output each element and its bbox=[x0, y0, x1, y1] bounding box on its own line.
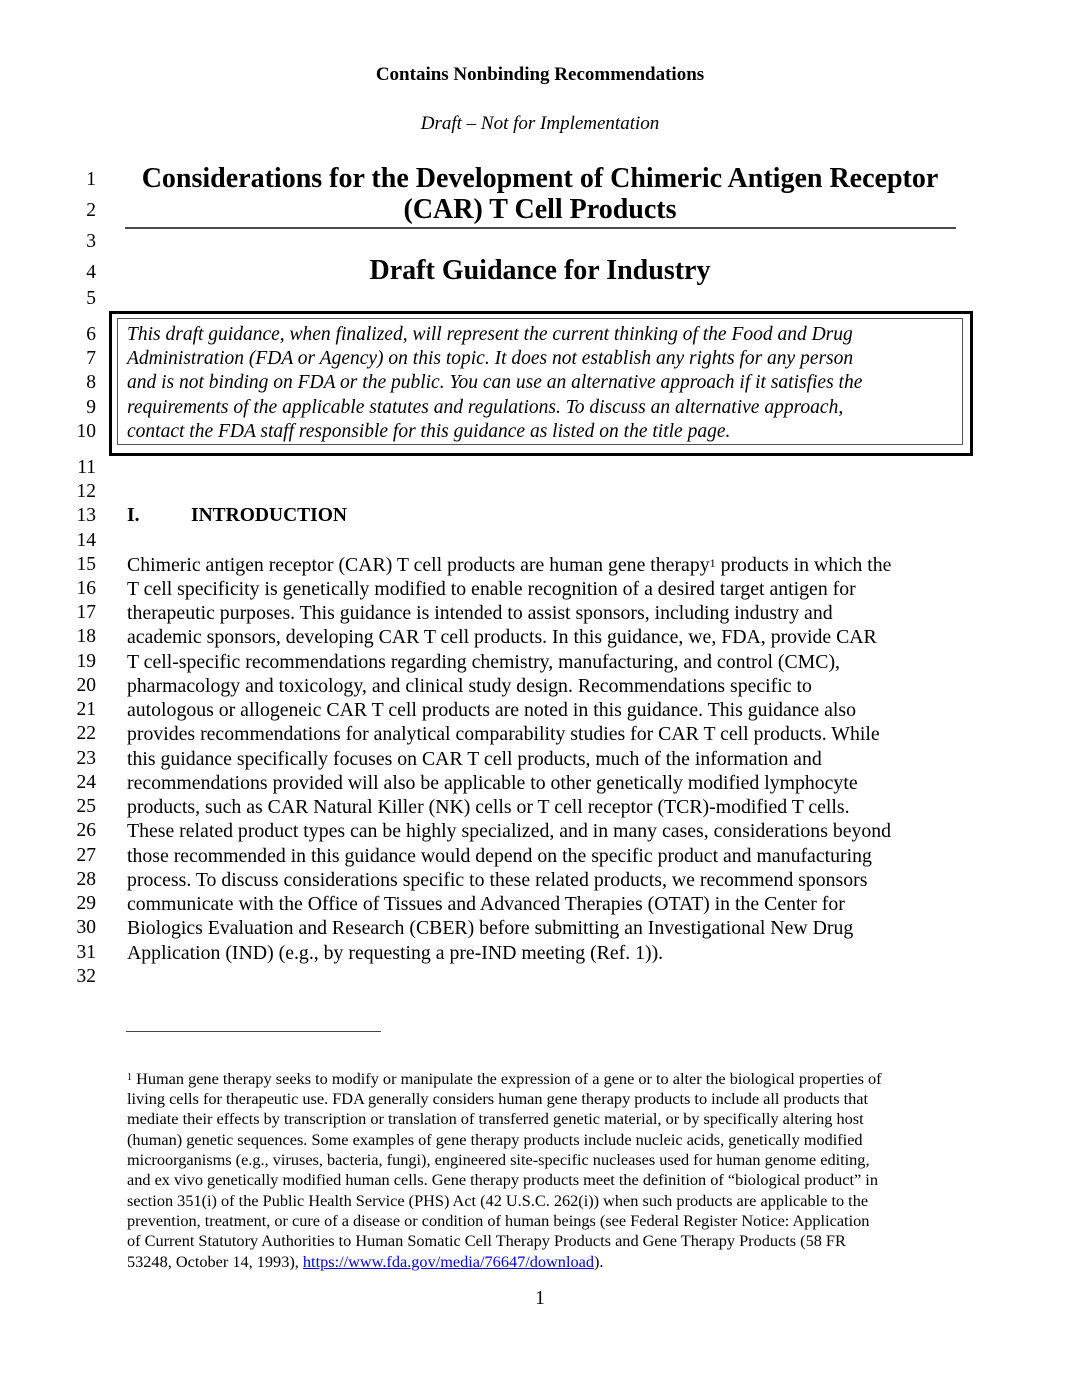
line-number: 25 bbox=[76, 796, 96, 817]
footnote-line: microorganisms (e.g., viruses, bacteria, fungi), engineered site-specific nucleases used for human genome editing, bbox=[127, 1150, 870, 1169]
footnote-marker: 1 bbox=[127, 1072, 132, 1083]
footnote-text: ). bbox=[593, 1252, 604, 1271]
body-line: Biologics Evaluation and Research (CBER) before submitting an Investigational New Drug bbox=[127, 917, 854, 939]
line-number: 27 bbox=[76, 845, 96, 866]
nonbinding-header: Contains Nonbinding Recommendations bbox=[375, 64, 705, 85]
body-line: products, such as CAR Natural Killer (NK) cells or T cell receptor (TCR)-modified T cells. bbox=[127, 796, 850, 818]
line-number: 16 bbox=[76, 578, 96, 599]
line-number: 6 bbox=[86, 324, 96, 345]
body-line: academic sponsors, developing CAR T cell products. In this guidance, we, FDA, provide CAR bbox=[127, 626, 877, 648]
footnote-line bbox=[127, 1069, 882, 1089]
body-line: Application (IND) (e.g., by requesting a pre-IND meeting (Ref. 1)). bbox=[127, 942, 664, 964]
document-subtitle: Draft Guidance for Industry bbox=[369, 255, 711, 286]
footnote-text: Human gene therapy seeks to modify or manipulate the expression of a gene or to alter the biological properties of bbox=[132, 1069, 882, 1088]
line-number: 12 bbox=[76, 481, 96, 502]
line-number: 30 bbox=[76, 917, 96, 938]
body-line: recommendations provided will also be applicable to other genetically modified lymphocyte bbox=[127, 772, 858, 794]
footnote-line: (human) genetic sequences. Some examples of gene therapy products include nucleic acids, genetically modified bbox=[127, 1130, 863, 1149]
footnote-line: and ex vivo genetically modified human cells. Gene therapy products meet the definition of “biological product” in bbox=[127, 1170, 878, 1189]
footnote-line: living cells for therapeutic use. FDA generally considers human gene therapy products to include all products that bbox=[127, 1089, 869, 1108]
line-number: 21 bbox=[76, 699, 96, 720]
body-line: provides recommendations for analytical comparability studies for CAR T cell products. While bbox=[127, 723, 880, 745]
body-text: products in which the bbox=[715, 554, 892, 576]
footnote-reference[interactable]: 1 bbox=[709, 556, 716, 570]
line-number: 14 bbox=[76, 530, 96, 551]
line-number: 28 bbox=[76, 869, 96, 890]
body-line bbox=[127, 553, 891, 577]
line-number: 1 bbox=[86, 169, 96, 190]
disclaimer-line: This draft guidance, when finalized, will represent the current thinking of the Food and Drug bbox=[127, 324, 853, 345]
line-number: 8 bbox=[86, 372, 96, 393]
line-number: 9 bbox=[86, 397, 96, 418]
line-number: 5 bbox=[86, 288, 96, 309]
draft-notice: Draft – Not for Implementation bbox=[420, 113, 660, 134]
disclaimer-line: and is not binding on FDA or the public. You can use an alternative approach if it satisfies the bbox=[127, 372, 863, 393]
line-number: 2 bbox=[86, 200, 96, 221]
body-line: T cell specificity is genetically modified to enable recognition of a desired target antigen for bbox=[127, 578, 856, 600]
line-number: 11 bbox=[77, 457, 96, 478]
line-number: 24 bbox=[76, 772, 96, 793]
footnote-line bbox=[127, 1252, 603, 1272]
line-number: 31 bbox=[76, 942, 96, 963]
body-line: autologous or allogeneic CAR T cell products are noted in this guidance. This guidance also bbox=[127, 699, 856, 721]
title-divider bbox=[125, 227, 956, 229]
line-number: 26 bbox=[76, 820, 96, 841]
line-number: 17 bbox=[76, 602, 96, 623]
section-heading: INTRODUCTION bbox=[191, 505, 348, 526]
disclaimer-line: Administration (FDA or Agency) on this topic. It does not establish any rights for any person bbox=[127, 348, 854, 369]
footnote-line: mediate their effects by transcription or translation of transferred genetic material, or by specifically altering host bbox=[127, 1109, 864, 1128]
footnote-line: section 351(i) of the Public Health Service (PHS) Act (42 U.S.C. 262(i)) when such products are applicable to the bbox=[127, 1191, 869, 1210]
footnote-separator bbox=[126, 1031, 381, 1032]
line-number: 20 bbox=[76, 675, 96, 696]
line-number: 23 bbox=[76, 748, 96, 769]
disclaimer-line: requirements of the applicable statutes and regulations. To discuss an alternative approach, bbox=[127, 397, 844, 418]
line-number: 15 bbox=[76, 554, 96, 575]
line-number: 10 bbox=[76, 421, 96, 442]
body-line: These related product types can be highly specialized, and in many cases, considerations beyond bbox=[127, 820, 892, 842]
page-number: 1 bbox=[535, 1288, 545, 1309]
body-line: T cell-specific recommendations regarding chemistry, manufacturing, and control (CMC), bbox=[127, 651, 840, 673]
line-number: 7 bbox=[86, 348, 96, 369]
line-number: 18 bbox=[76, 626, 96, 647]
body-line: this guidance specifically focuses on CAR T cell products, much of the information and bbox=[127, 748, 822, 770]
line-number: 19 bbox=[76, 651, 96, 672]
line-number: 3 bbox=[86, 231, 96, 252]
disclaimer-line: contact the FDA staff responsible for this guidance as listed on the title page. bbox=[127, 421, 731, 442]
line-number: 22 bbox=[76, 723, 96, 744]
body-line: process. To discuss considerations specific to these related products, we recommend sponsors bbox=[127, 869, 868, 891]
line-number: 32 bbox=[76, 966, 96, 987]
body-text: Chimeric antigen receptor (CAR) T cell products are human gene therapy bbox=[127, 554, 710, 576]
body-line: pharmacology and toxicology, and clinical study design. Recommendations specific to bbox=[127, 675, 812, 697]
line-number: 13 bbox=[76, 505, 96, 526]
body-line: those recommended in this guidance would depend on the specific product and manufacturing bbox=[127, 845, 872, 867]
body-line: communicate with the Office of Tissues and Advanced Therapies (OTAT) in the Center for bbox=[127, 893, 845, 915]
fda-download-link[interactable]: https://www.fda.gov/media/76647/download bbox=[302, 1252, 594, 1271]
line-number: 4 bbox=[86, 262, 96, 283]
section-number: I. bbox=[127, 505, 140, 526]
footnote-line: of Current Statutory Authorities to Human Somatic Cell Therapy Products and Gene Therapy Products (58 FR bbox=[127, 1231, 846, 1250]
footnote-line: prevention, treatment, or cure of a disease or condition of human beings (see Federal Register Notice: Application bbox=[127, 1211, 870, 1230]
document-title-line1: Considerations for the Development of Chimeric Antigen Receptor bbox=[141, 163, 939, 194]
body-line: therapeutic purposes. This guidance is intended to assist sponsors, including industry and bbox=[127, 602, 833, 624]
footnote-text: 53248, October 14, 1993), bbox=[127, 1252, 303, 1271]
line-number: 29 bbox=[76, 893, 96, 914]
document-title-line2: (CAR) T Cell Products bbox=[403, 194, 677, 225]
